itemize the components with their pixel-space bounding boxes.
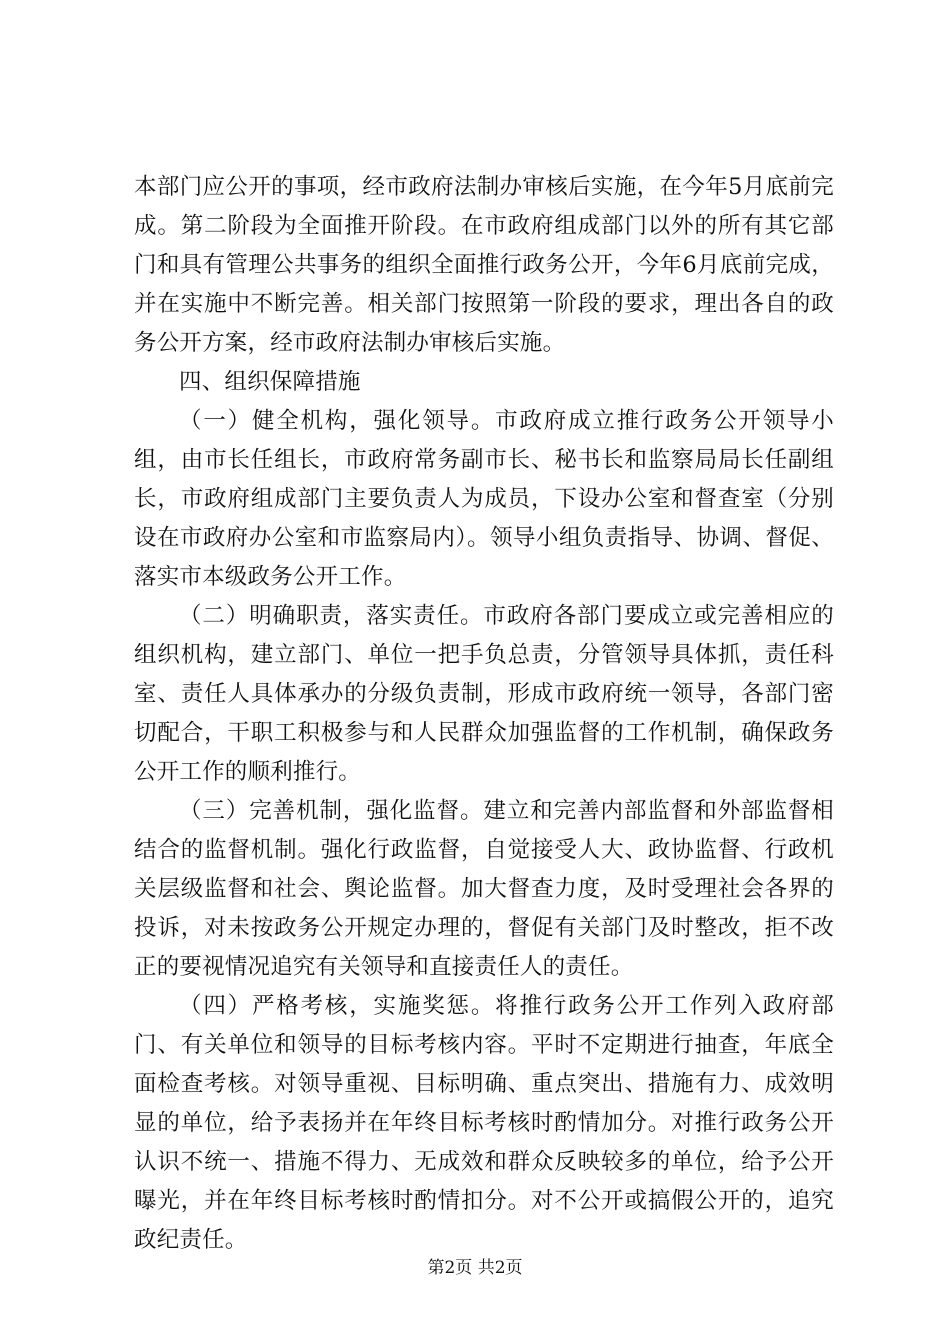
paragraph-measure-1: （一）健全机构，强化领导。市政府成立推行政务公开领导小组，由市长任组长，市政府常务副市长、秘书长和监察局局长任副组长，市政府组成部门主要负责人为成员，下设办公室和督查室（分别设在市政府办公室和市监察局内）。领导小组负责指导、协调、督促、落实市本级政务公开工作。 — [134, 408, 834, 590]
paragraph-stage-two: 本部门应公开的事项，经市政府法制办审核后实施，在今年5月底前完成。第二阶段为全面推开阶段。在市政府组成部门以外的所有其它部门和具有管理公共事务的组织全面推行政务公开，今年6月底前完成，并在实施中不断完善。相关部门按照第一阶段的要求，理出各自的政务公开方案，经市政府法制办审核后实施。 — [134, 174, 834, 356]
page-number-footer: 第2页 共2页 — [427, 1258, 523, 1278]
section-heading-organizational-measures: 四、组织保障措施 — [179, 369, 361, 395]
paragraph-measure-3: （三）完善机制，强化监督。建立和完善内部监督和外部监督相结合的监督机制。强化行政监督，自觉接受人大、政协监督、行政机关层级监督和社会、舆论监督。加大督查力度，及时受理社会各界的投诉，对未按政务公开规定办理的，督促有关部门及时整改，拒不改正的要视情况追究有关领导和直接责任人的责任。 — [134, 798, 834, 980]
paragraph-measure-2: （二）明确职责，落实责任。市政府各部门要成立或完善相应的组织机构，建立部门、单位一把手负总责，分管领导具体抓，责任科室、责任人具体承办的分级负责制，形成市政府统一领导，各部门密切配合，干职工积极参与和人民群众加强监督的工作机制，确保政务公开工作的顺利推行。 — [134, 603, 834, 785]
paragraph-measure-4: （四）严格考核，实施奖惩。将推行政务公开工作列入政府部门、有关单位和领导的目标考核内容。平时不定期进行抽查，年底全面检查考核。对领导重视、目标明确、重点突出、措施有力、成效明显的单位，给予表扬并在年终目标考核时酌情加分。对推行政务公开认识不统一、措施不得力、无成效和群众反映较多的单位，给予公开曝光，并在年终目标考核时酌情扣分。对不公开或搞假公开的，追究政纪责任。 — [134, 993, 834, 1253]
document-body — [134, 168, 834, 1260]
